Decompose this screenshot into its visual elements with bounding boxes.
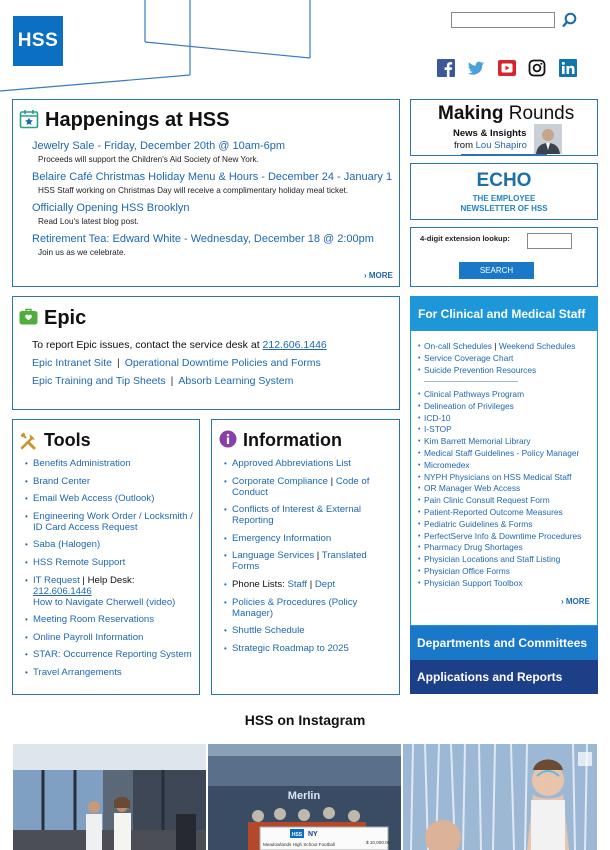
extension-lookup-panel (410, 227, 598, 287)
tools-title: Tools (44, 430, 91, 450)
tools-panel (12, 419, 200, 695)
epic-intranet-link[interactable]: Epic Intranet Site (32, 357, 112, 369)
check-amount: $ 10,000.00 (366, 840, 391, 845)
information-list (224, 458, 384, 660)
epic-title: Epic (44, 307, 87, 329)
calendar-icon (19, 109, 39, 129)
tools-icon (19, 431, 39, 451)
epic-service-desk-phone[interactable]: 212.606.1446 (262, 339, 327, 351)
list-item: • Language Services | Translated Forms (224, 550, 384, 572)
list-item[interactable]: • Pain Clinic Consult Request Form (424, 496, 581, 506)
list-item: • On-call Schedules | Weekend Schedules (424, 342, 575, 352)
applications-reports-link[interactable]: Applications and Reports (410, 660, 598, 694)
list-item[interactable]: • Kim Barrett Memorial Library (424, 437, 581, 447)
site-search-input[interactable] (451, 12, 555, 28)
list-item[interactable]: • Medical Staff Guidelines - Policy Manager (424, 449, 581, 459)
list-item[interactable]: • Delineation of Privileges (424, 402, 581, 412)
instagram-photo-1[interactable] (13, 744, 206, 850)
translated-forms-link[interactable]: Translated Forms (232, 550, 367, 573)
making-rounds-title: Making Rounds (438, 103, 575, 124)
language-services-link[interactable]: Language Services (232, 550, 315, 562)
absorb-learning-link[interactable]: Absorb Learning System (178, 375, 294, 387)
echo-line1: THE EMPLOYEE (472, 194, 536, 203)
stadium-banner-text: Merlin (287, 790, 321, 802)
search-icon[interactable] (560, 11, 578, 29)
event-title[interactable]: Belaire Café Christmas Holiday Menu & Hours - December 24 - January 1 (32, 171, 393, 183)
check-hss-logo: HSS (291, 832, 303, 838)
linkedin-icon[interactable] (559, 59, 577, 77)
epic-panel (12, 296, 400, 410)
downtime-policies-link[interactable]: Operational Downtime Policies and Forms (124, 357, 321, 369)
code-of-conduct-link[interactable]: Code of Conduct (232, 475, 370, 498)
list-item[interactable]: • Strategic Roadmap to 2025 (224, 643, 384, 654)
making-rounds-byline: from Lou Shapiro (454, 140, 527, 151)
information-title: Information (243, 430, 342, 450)
staff-phone-list-link[interactable]: Staff (287, 578, 308, 590)
it-request-link[interactable]: IT Request (33, 574, 80, 586)
happenings-panel (12, 99, 400, 287)
list-item[interactable]: • NYPH Physicians on HSS Medical Staff (424, 473, 581, 483)
list-item[interactable]: • Physician Support Toolbox (424, 579, 581, 589)
list-item[interactable]: • Travel Arrangements (25, 667, 195, 678)
event-description: Join us as we celebrate. (38, 248, 126, 257)
list-item[interactable]: • I-STOP (424, 425, 581, 435)
clinical-divider (424, 381, 518, 382)
event-title[interactable]: Officially Opening HSS Brooklyn (32, 202, 190, 214)
epic-report-line: To report Epic issues, contact the service desk at 212.606.1446 (32, 339, 327, 351)
list-item[interactable]: • Suicide Prevention Resources (424, 366, 575, 376)
list-item[interactable]: • Engineering Work Order / Locksmith / ID Card Access Request (25, 511, 195, 533)
happenings-more-link[interactable]: › MORE (364, 271, 393, 280)
extension-search-button[interactable]: SEARCH (459, 262, 534, 279)
epic-icon (19, 308, 38, 325)
clinical-staff-title: For Clinical and Medical Staff (411, 297, 597, 331)
information-panel (211, 419, 400, 695)
epic-links-row: Epic Intranet Site | Operational Downtime Policies and Forms (32, 357, 321, 369)
check-giants-logo: NY (308, 831, 318, 838)
list-item[interactable]: • Patient-Reported Outcome Measures (424, 508, 581, 518)
list-item[interactable]: • Conflicts of Interest & External Reporting (224, 504, 384, 526)
tools-list (25, 458, 195, 685)
list-item[interactable]: • Benefits Administration (25, 458, 195, 469)
list-item: • Phone Lists: Staff | Dept (224, 579, 384, 590)
twitter-icon[interactable] (467, 59, 485, 77)
list-item[interactable]: • Saba (Halogen) (25, 539, 195, 550)
list-item[interactable]: • OR Manager Web Access (424, 484, 581, 494)
instagram-photo-3[interactable] (403, 744, 597, 850)
extension-input[interactable] (527, 233, 572, 249)
instagram-photo-2[interactable] (208, 744, 401, 850)
list-item[interactable]: • Physician Office Forms (424, 567, 581, 577)
chevron-right-icon: › (561, 597, 566, 606)
event-title[interactable]: Jewelry Sale - Friday, December 20th @ 10am-6pm (32, 140, 286, 152)
clinical-staff-panel (410, 296, 598, 626)
instagram-icon[interactable] (528, 59, 546, 77)
event-title[interactable]: Retirement Tea: Edward White - Wednesday, December 18 @ 2:00pm (32, 233, 374, 245)
chevron-right-icon: › (364, 271, 369, 280)
list-item[interactable]: • Approved Abbreviations List (224, 458, 384, 469)
list-item[interactable]: • Online Payroll Information (25, 632, 195, 643)
facebook-icon[interactable] (437, 59, 455, 77)
help-desk-phone[interactable]: 212.606.1446 (33, 585, 92, 597)
event-description: Proceeds will support the Children's Aid Society of New York. (38, 155, 259, 164)
weekend-schedules-link[interactable]: Weekend Schedules (498, 341, 576, 351)
event-description: HSS Staff working on Christmas Day will receive a complimentary holiday meal ticket. (38, 186, 349, 195)
list-item[interactable]: • Policies & Procedures (Policy Manager) (224, 597, 384, 619)
instagram-title: HSS on Instagram (244, 712, 366, 728)
list-item[interactable]: • Meeting Room Reservations (25, 614, 195, 625)
author-photo (534, 124, 562, 154)
epic-training-link[interactable]: Epic Training and Tip Sheets (32, 375, 166, 387)
departments-committees-link[interactable]: Departments and Committees (410, 626, 598, 660)
list-item: • IT Request | Help Desk: 212.606.1446 How to Navigate Cherwell (video) (25, 575, 195, 608)
clinical-list-2 (424, 390, 581, 591)
event-description: Read Lou's latest blog post. (38, 217, 139, 226)
echo-line2: NEWSLETTER OF HSS (460, 204, 548, 213)
list-item[interactable]: • Pharmacy Drug Shortages (424, 543, 581, 553)
clinical-more-link[interactable]: › MORE (561, 597, 590, 606)
list-item[interactable]: • Shuttle Schedule (224, 625, 384, 636)
corporate-compliance-link[interactable]: Corporate Compliance (232, 475, 328, 487)
banner-underline (461, 154, 547, 156)
list-item[interactable]: • Micromedex (424, 461, 581, 471)
list-item[interactable]: • Brand Center (25, 476, 195, 487)
list-item[interactable]: • Pediatric Guidelines & Forms (424, 520, 581, 530)
dept-phone-list-link[interactable]: Dept (314, 578, 336, 590)
echo-title: ECHO (476, 170, 532, 191)
making-rounds-banner[interactable] (410, 99, 598, 156)
echo-newsletter-banner[interactable] (410, 163, 598, 220)
making-rounds-subtitle: News & Insights (453, 128, 527, 139)
epic-links-row: Epic Training and Tip Sheets | Absorb Learning System (32, 375, 294, 387)
extension-lookup-label: 4-digit extension lookup: (420, 234, 510, 243)
list-item[interactable]: • Emergency Information (224, 533, 384, 544)
list-item[interactable]: • Email Web Access (Outlook) (25, 493, 195, 504)
list-item[interactable]: • PerfectServe Info & Downtime Procedures (424, 532, 581, 542)
happenings-title: Happenings at HSS (45, 109, 230, 131)
cherwell-video-link[interactable]: How to Navigate Cherwell (video) (33, 596, 176, 608)
list-item[interactable]: • STAR: Occurrence Reporting System (25, 649, 195, 660)
info-icon (219, 430, 237, 448)
list-item[interactable]: • Physician Locations and Staff Listing (424, 555, 581, 565)
list-item[interactable]: • HSS Remote Support (25, 557, 195, 568)
clinical-list-1 (424, 342, 575, 377)
list-item[interactable]: • Clinical Pathways Program (424, 390, 581, 400)
hss-logo[interactable]: HSS (13, 16, 63, 66)
list-item[interactable]: • ICD-10 (424, 414, 581, 424)
list-item[interactable]: • Service Coverage Chart (424, 354, 575, 364)
youtube-icon[interactable] (498, 59, 516, 77)
site-header (0, 0, 610, 95)
check-payee: Meadowlands High School Football (263, 842, 336, 847)
list-item: • Corporate Compliance | Code of Conduct (224, 476, 384, 498)
oncall-schedules-link[interactable]: On-call Schedules (424, 341, 492, 351)
